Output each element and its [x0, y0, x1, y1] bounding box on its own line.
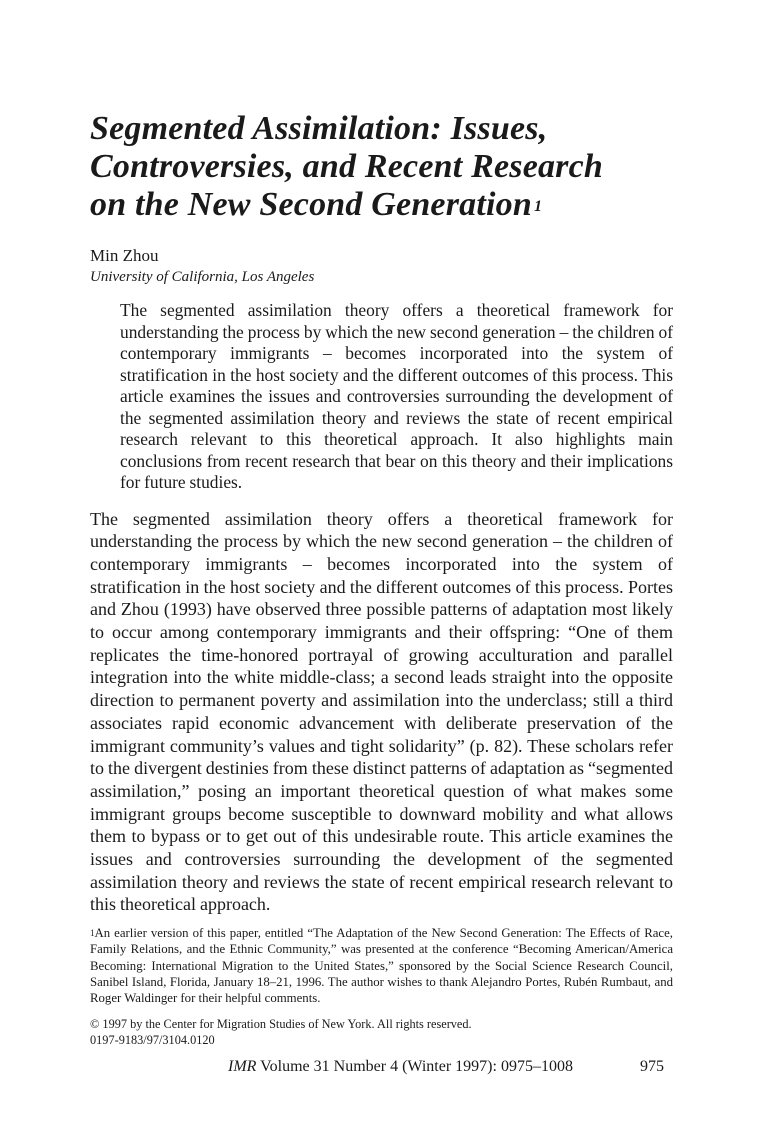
page-number: 975: [640, 1058, 664, 1075]
footnote: [90, 925, 673, 1006]
copyright-notice: © 1997 by the Center for Migration Studies of New York. All rights reserved.: [90, 1016, 472, 1031]
article-title: [90, 110, 673, 224]
footnote-text: An earlier version of this paper, entitled “The Adaptation of the New Second Generation: The Effects of Race, Family Relations, and the Ethnic Community,” was presented at the conference “Becoming American/America Becoming: International Migration to the United States,” sponsored by the Social Science Research Council, Sanibel Island, Florida, January 18–21, 1996. The author wishes to thank Alejandro Portes, Rubén Rumbaut, and Roger Waldinger for their helpful comments.: [90, 926, 673, 1006]
copyright-block: [90, 1016, 673, 1048]
author-name: Min Zhou: [90, 246, 159, 265]
title-line-3: on the New Second Generation: [90, 186, 532, 223]
author-affiliation: University of California, Los Angeles: [90, 269, 315, 285]
body-paragraph: The segmented assimilation theory offers a theoretical framework for understanding the process by which the new second generation – the children of contemporary immigrants – becomes incorporated into the system of stratification in the host society and the different outcomes of this process. Portes and Zhou (1993) have observed three possible patterns of adaptation most likely to occur among contemporary immigrants and their offspring: “One of them replicates the time-honored portrayal of growing acculturation and parallel integration into the white middle-class; a second leads straight into the opposite direction to permanent poverty and assimilation into the underclass; still a third associates rapid economic advancement with deliberate preservation of the immigrant community’s values and tight solidarity” (p. 82). These scholars refer to the divergent destinies from these distinct patterns of adaptation as “segmented assimilation,” posing an important theoretical question of what makes some immigrant groups become susceptible to downward mobility and what allows them to bypass or to get out of this undesirable route. This article examines the issues and controversies surrounding the development of the segmented assimilation theory and reviews the state of recent empirical research relevant to this theoretical approach.: [90, 508, 673, 915]
article-page: [90, 110, 673, 1048]
title-line-2: Controversies, and Recent Research: [90, 148, 604, 185]
title-line-1: Segmented Assimilation: Issues,: [90, 110, 548, 147]
journal-citation: [228, 1057, 573, 1077]
footnote-mark: 1: [90, 928, 95, 939]
journal-abbreviation: IMR: [228, 1058, 257, 1075]
journal-info: Volume 31 Number 4 (Winter 1997): 0975–1008: [260, 1058, 573, 1075]
abstract: The segmented assimilation theory offers a theoretical framework for understanding the process by which the new second generation – the children of contemporary immigrants – becomes incorporated into the system of stratification in the host society and the different outcomes of this process. This article examines the issues and controversies surrounding the development of the segmented assimilation theory and reviews the state of recent empirical research relevant to this theoretical approach. It also highlights main conclusions from recent research that bear on this theory and their implications for future studies.: [120, 300, 673, 492]
title-footnote-mark: 1: [533, 198, 543, 215]
issn-code: 0197-9183/97/3104.0120: [90, 1032, 215, 1047]
